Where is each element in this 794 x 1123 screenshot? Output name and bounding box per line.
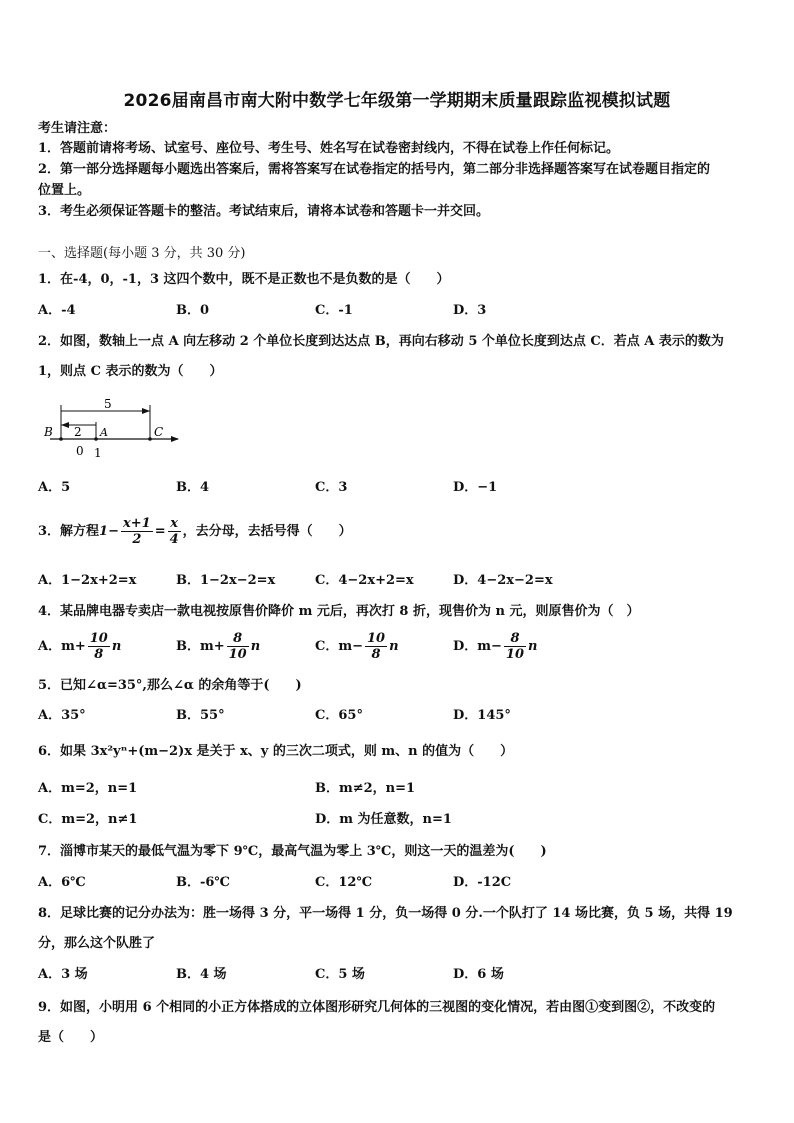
q8-option-a[interactable]: A．3 场 xyxy=(38,967,88,982)
q5-option-d[interactable]: D．145° xyxy=(453,708,511,723)
q2-stem: 2．如图，数轴上一点 A 向左移动 2 个单位长度到达达点 B，再向右移动 5 个单位长度到达点 C．若点 A 表示的数为 xyxy=(38,334,724,349)
q1-option-d[interactable]: D．3 xyxy=(453,303,487,318)
q7-option-d[interactable]: D．-12C xyxy=(453,875,512,890)
q3-fraction-2: $\frac{x}{4}$ xyxy=(169,516,179,547)
q4-option-d[interactable]: D．m− $\frac{8}{10}$ n xyxy=(453,631,538,662)
tick-label-1: 1 xyxy=(94,446,102,460)
notice-item: 2．第一部分选择题每小题选出答案后，需将答案写在试卷指定的括号内，第二部分非选择题答案写在试卷题目指定的 xyxy=(38,162,711,177)
notice-item: 3．考生必须保证答题卡的整洁。考试结束后，请将本试卷和答题卡一并交回。 xyxy=(38,204,490,219)
q1-stem: 1．在-4，0，-1，3 这四个数中，既不是正数也不是负数的是（ ） xyxy=(38,272,450,287)
q2-stem-cont: 1，则点 C 表示的数为（ ） xyxy=(38,364,223,379)
section-heading: 一、选择题(每小题 3 分，共 30 分) xyxy=(38,246,246,261)
point-a-label: A xyxy=(100,426,108,439)
q3-fraction-1: $\frac{x+1}{2}$ xyxy=(123,516,151,547)
page-title: 2026届南昌市南大附中数学七年级第一学期期末质量跟踪监视模拟试题 xyxy=(123,91,671,111)
point-b-label: B xyxy=(44,425,53,439)
notice-heading: 考生请注意： xyxy=(38,121,117,136)
q1-option-b[interactable]: B．0 xyxy=(176,303,210,318)
q5-option-c[interactable]: C．65° xyxy=(315,708,363,723)
q3-stem-post: ，去分母，去括号得（ ） xyxy=(182,524,352,539)
q2-option-b[interactable]: B．4 xyxy=(176,480,210,495)
q7-option-b[interactable]: B．-6℃ xyxy=(176,875,231,890)
q6-option-c[interactable]: C．m=2，n≠1 xyxy=(38,812,138,827)
q2-option-d[interactable]: D．−1 xyxy=(453,480,498,495)
notice-item: 1．答题前请将考场、试室号、座位号、考生号、姓名写在试卷密封线内，不得在试卷上作任何标记。 xyxy=(38,141,620,156)
q5-option-a[interactable]: A．35° xyxy=(38,708,86,723)
figure-label-2: 2 xyxy=(74,425,82,439)
q8-option-b[interactable]: B．4 场 xyxy=(176,967,227,982)
q3-stem-pre: 3．解方程 xyxy=(38,524,100,539)
q9-stem-cont: 是（ ） xyxy=(38,1030,104,1045)
q8-stem: 8．足球比赛的记分办法为：胜一场得 3 分，平一场得 1 分，负一场得 0 分.一个队打了 14 场比赛，负 5 场，共得 19 xyxy=(38,906,733,921)
q3-eq-sign: = xyxy=(154,524,166,539)
q4-option-b[interactable]: B．m+ $\frac{8}{10}$ n xyxy=(176,631,261,662)
number-line-figure xyxy=(38,395,188,461)
q3-option-b[interactable]: B．1−2x−2=x xyxy=(176,573,276,588)
q5-stem: 5．已知∠α=35°,那么∠α 的余角等于( ) xyxy=(38,678,302,693)
q9-stem: 9．如图，小明用 6 个相同的小正方体搭成的立体图形研究几何体的三视图的变化情况，若由图①变到图②，不改变的 xyxy=(38,1000,716,1015)
q3-option-d[interactable]: D．4−2x−2=x xyxy=(453,573,553,588)
q6-stem: 6．如果 3x²yⁿ+(m−2)x 是关于 x、y 的三次二项式，则 m、n 的值为（ ） xyxy=(38,744,514,759)
q8-stem-cont: 分，那么这个队胜了 xyxy=(38,936,156,951)
notice-item: 位置上。 xyxy=(38,183,91,198)
q3-eq-lead: 1− xyxy=(99,524,119,539)
q7-option-c[interactable]: C．12℃ xyxy=(315,875,373,890)
figure-label-5: 5 xyxy=(104,397,112,411)
q1-option-c[interactable]: C．-1 xyxy=(315,303,353,318)
q7-stem: 7．淄博市某天的最低气温为零下 9℃，最高气温为零上 3℃，则这一天的温差为( ) xyxy=(38,844,547,859)
q7-option-a[interactable]: A．6℃ xyxy=(38,875,86,890)
q1-option-a[interactable]: A．-4 xyxy=(38,303,76,318)
point-c-label: C xyxy=(154,425,164,439)
q4-option-a[interactable]: A．m+ $\frac{10}{8}$ n xyxy=(38,631,122,662)
q2-option-c[interactable]: C．3 xyxy=(315,480,348,495)
q3-option-c[interactable]: C．4−2x+2=x xyxy=(315,573,414,588)
q3-stem xyxy=(38,515,352,549)
q6-option-b[interactable]: B．m≠2，n=1 xyxy=(315,781,416,796)
q8-option-c[interactable]: C．5 场 xyxy=(315,967,365,982)
q4-stem: 4．某品牌电器专卖店一款电视按原售价降价 m 元后，再次打 8 折，现售价为 n 元，则原售价为（ ） xyxy=(38,604,640,619)
q8-option-d[interactable]: D．6 场 xyxy=(453,967,504,982)
q6-option-d[interactable]: D．m 为任意数，n=1 xyxy=(315,812,452,827)
q5-option-b[interactable]: B．55° xyxy=(176,708,225,723)
q3-option-a[interactable]: A．1−2x+2=x xyxy=(38,573,137,588)
q6-option-a[interactable]: A．m=2，n=1 xyxy=(38,781,138,796)
tick-label-0: 0 xyxy=(76,444,84,458)
q4-option-c[interactable]: C．m− $\frac{10}{8}$ n xyxy=(315,631,399,662)
q2-option-a[interactable]: A．5 xyxy=(38,480,71,495)
